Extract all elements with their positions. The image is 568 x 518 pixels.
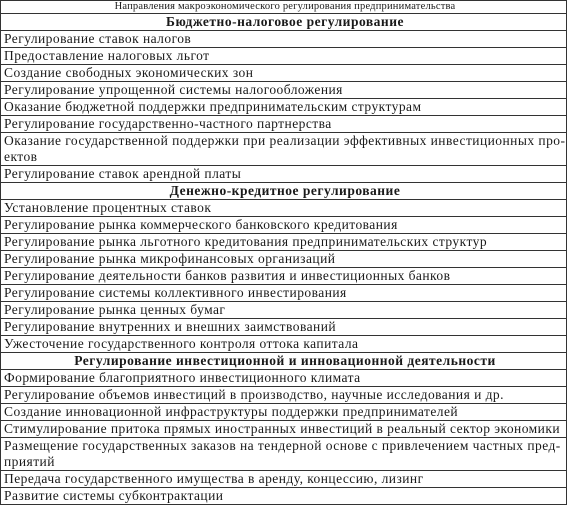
list-item: Регулирование государственно-частного партнерства: [1, 116, 567, 133]
table-row: [1, 285, 567, 302]
table-row: [1, 65, 567, 82]
list-item: Регулирование деятельности банков развития и инвестиционных банков: [1, 268, 567, 285]
list-item: Установление процентных ставок: [1, 200, 567, 217]
table-row: [1, 319, 567, 336]
list-item: Создание свободных экономических зон: [1, 65, 567, 82]
table-title-row: [1, 1, 567, 14]
table-row: [1, 251, 567, 268]
section-heading-monetary-credit: Денежно-кредитное регулирование: [1, 183, 567, 200]
list-item-line: Размещение государственных заказов на тендерной основе с привлечением частных пред-: [4, 438, 561, 453]
table-row: [1, 268, 567, 285]
table-row: [1, 166, 567, 183]
section-heading-budget-tax: Бюджетно-налоговое регулирование: [1, 14, 567, 31]
table-row: [1, 133, 567, 166]
table-row: [1, 116, 567, 133]
section-header-row: [1, 353, 567, 370]
list-item: Регулирование рынка коммерческого банковского кредитования: [1, 217, 567, 234]
list-item: Развитие системы субконтрактации: [1, 488, 567, 505]
list-item: Регулирование системы коллективного инвестирования: [1, 285, 567, 302]
list-item-line: Оказание государственной поддержки при реализации эффективных инвестиционных про-: [4, 133, 566, 148]
table-row: [1, 471, 567, 488]
list-item: Оказание бюджетной поддержки предпринимательским структурам: [1, 99, 567, 116]
table-row: [1, 438, 567, 471]
list-item: Ужесточение государственного контроля оттока капитала: [1, 336, 567, 353]
list-item: Регулирование упрощенной системы налогообложения: [1, 82, 567, 99]
list-item: [1, 438, 567, 471]
section-heading-investment-innovation: Регулирование инвестиционной и инновационной деятельности: [1, 353, 567, 370]
list-item-line: ектов: [4, 149, 38, 164]
table-row: [1, 99, 567, 116]
list-item: Регулирование рынка ценных бумаг: [1, 302, 567, 319]
table-row: [1, 234, 567, 251]
table-row: [1, 48, 567, 65]
section-header-row: [1, 183, 567, 200]
table-row: [1, 336, 567, 353]
list-item: Регулирование ставок арендной платы: [1, 166, 567, 183]
list-item: Регулирование ставок налогов: [1, 31, 567, 48]
table-row: [1, 82, 567, 99]
table-row: [1, 488, 567, 505]
list-item: Передача государственного имущества в аренду, концессию, лизинг: [1, 471, 567, 488]
table-row: [1, 31, 567, 48]
table-row: [1, 387, 567, 404]
list-item: Стимулирование притока прямых иностранных инвестиций в реальный сектор экономики: [1, 421, 567, 438]
table-row: [1, 421, 567, 438]
list-item: Создание инновационной инфраструктуры поддержки предпринимателей: [1, 404, 567, 421]
list-item: Формирование благоприятного инвестиционного климата: [1, 370, 567, 387]
table-title: Направления макроэкономического регулирования предпринимательства: [1, 1, 567, 14]
table-row: [1, 370, 567, 387]
list-item: Регулирование рынка микрофинансовых организаций: [1, 251, 567, 268]
table-row: [1, 217, 567, 234]
list-item-line: приятий: [4, 454, 55, 469]
table-row: [1, 200, 567, 217]
table-row: [1, 404, 567, 421]
list-item: Предоставление налоговых льгот: [1, 48, 567, 65]
table-row: [1, 302, 567, 319]
section-header-row: [1, 14, 567, 31]
list-item: Регулирование внутренних и внешних заимствований: [1, 319, 567, 336]
list-item: Регулирование объемов инвестиций в производство, научные исследования и др.: [1, 387, 567, 404]
list-item: [1, 133, 567, 166]
list-item: Регулирование рынка льготного кредитования предпринимательских структур: [1, 234, 567, 251]
